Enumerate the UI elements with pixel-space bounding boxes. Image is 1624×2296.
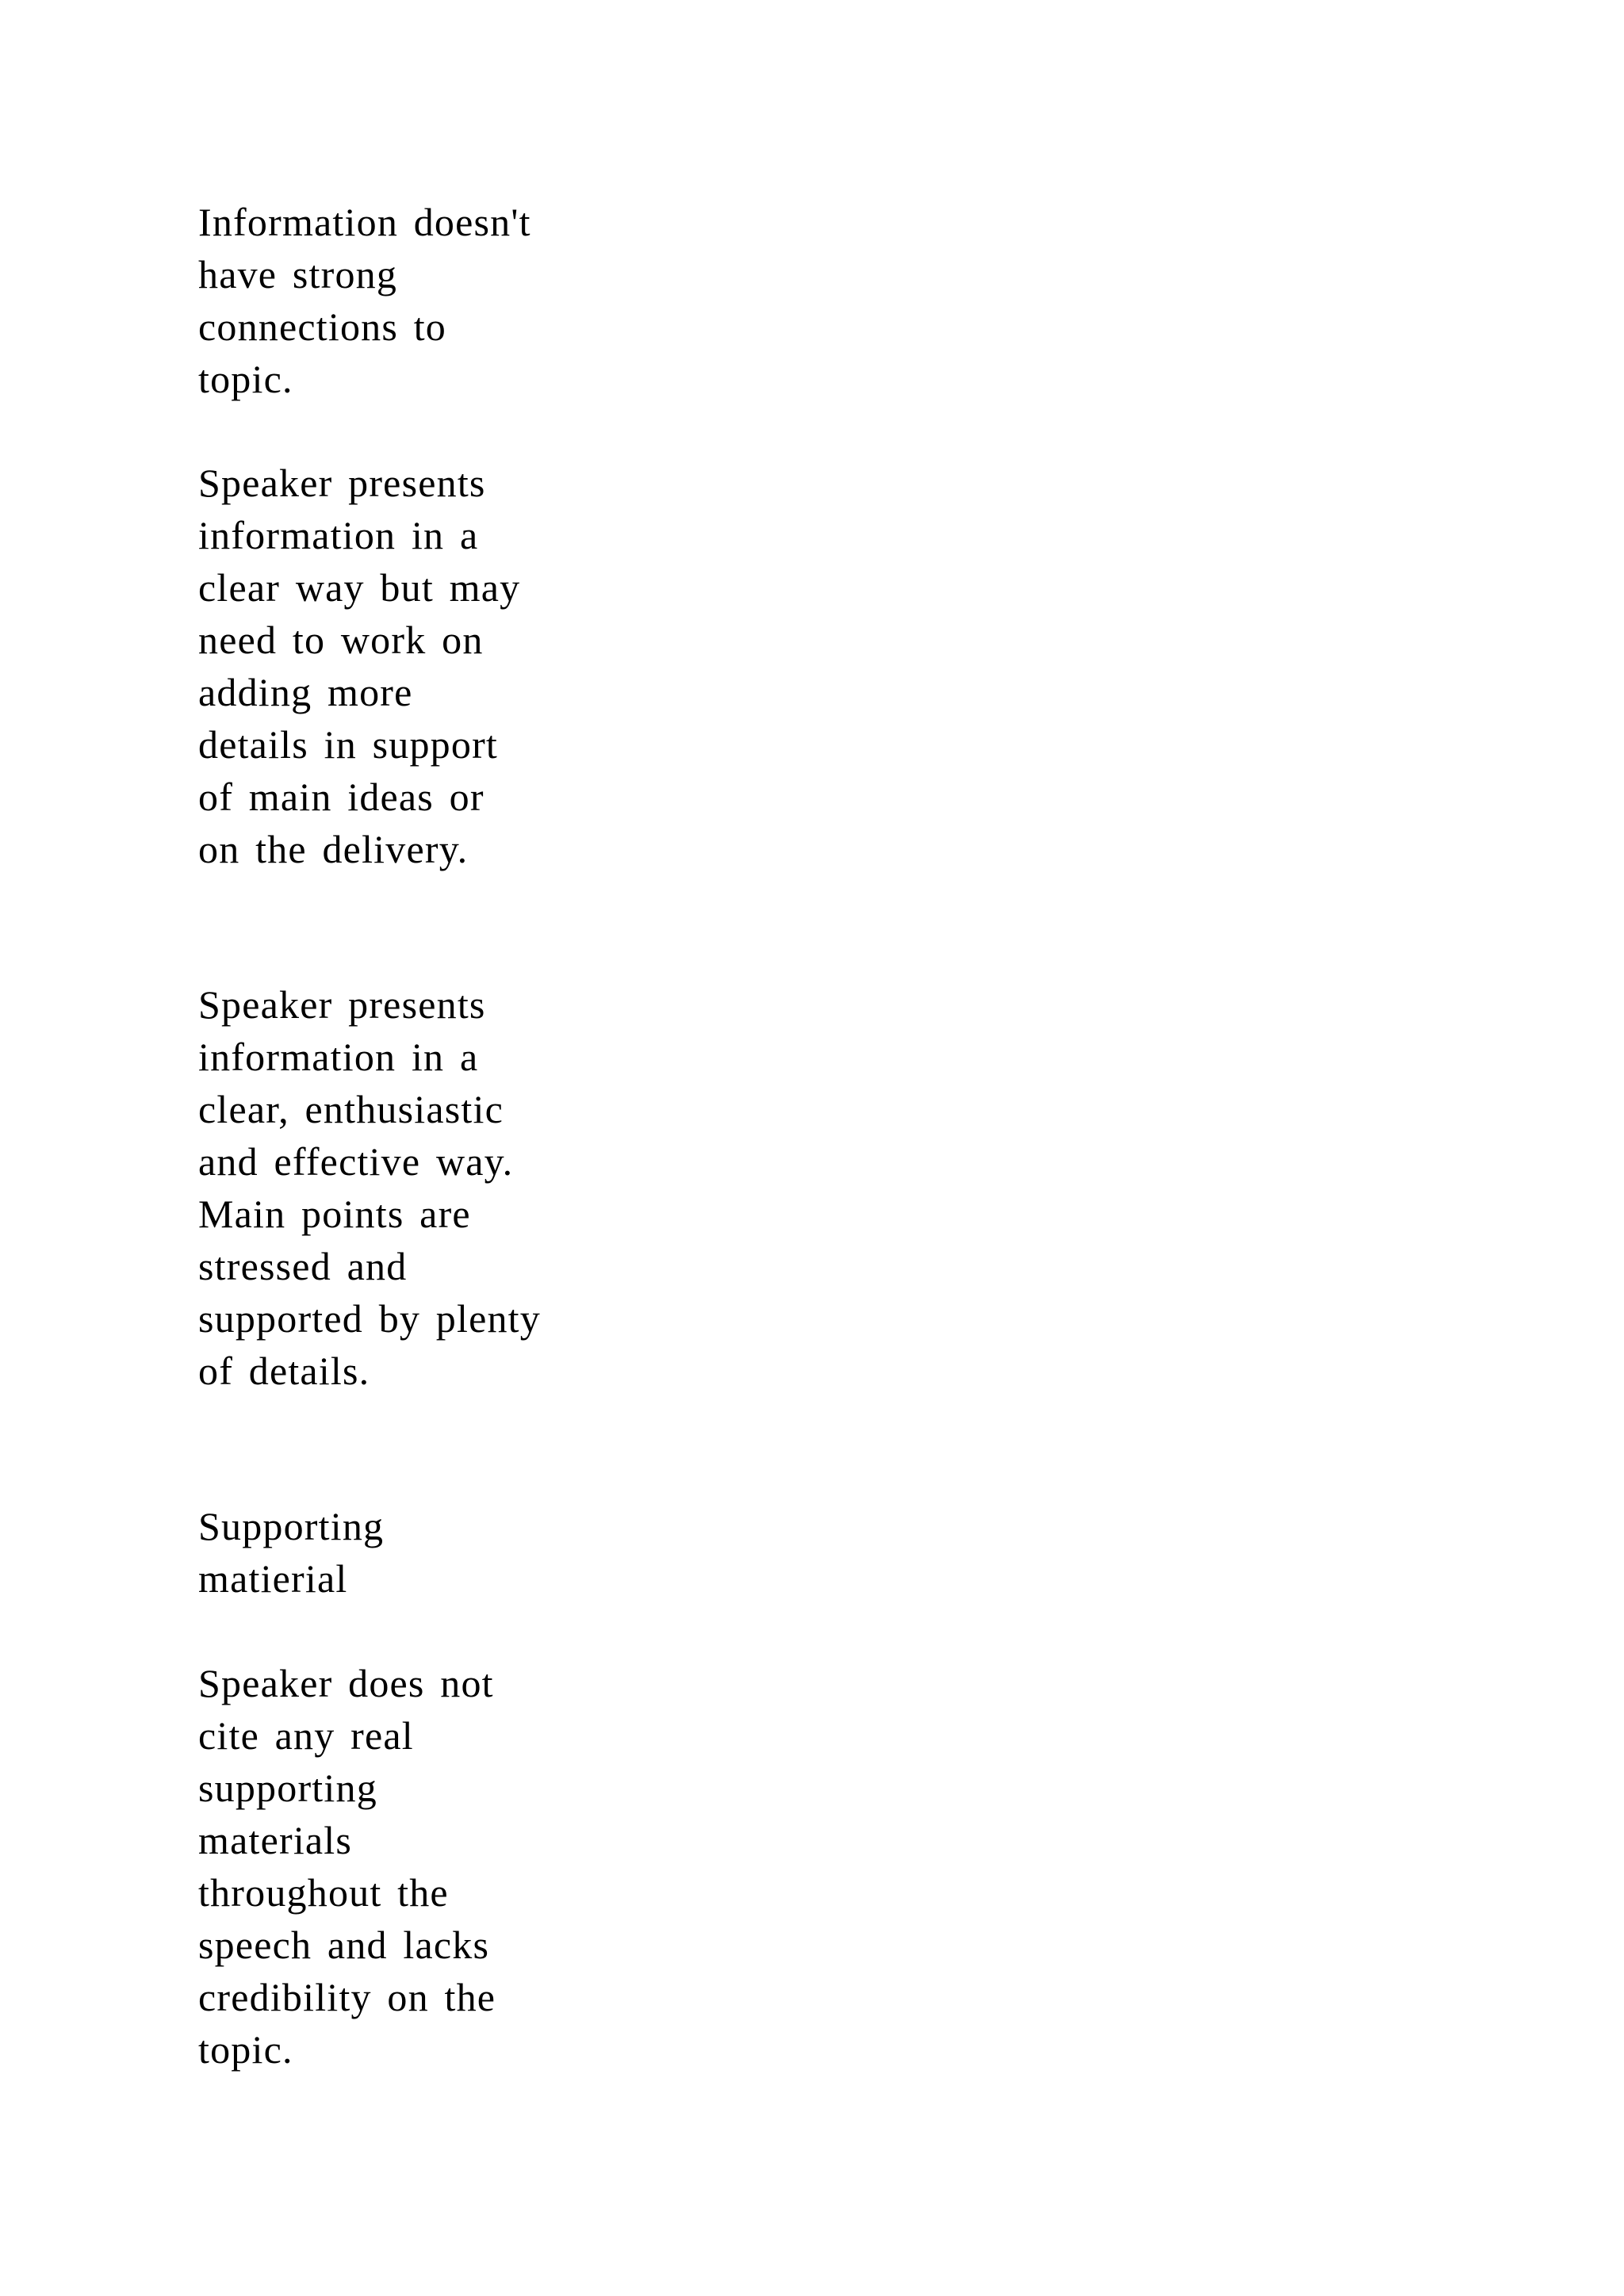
text-line: speech and lacks: [198, 1923, 490, 1967]
text-line: have strong: [198, 252, 398, 297]
text-line: topic.: [198, 357, 293, 401]
text-line: details in support: [198, 722, 499, 767]
text-line: need to work on: [198, 618, 484, 662]
text-line: clear way but may: [198, 565, 521, 610]
text-line: supported by plenty: [198, 1296, 541, 1341]
text-line: on the delivery.: [198, 827, 469, 871]
rubric-text-block-4: [198, 1657, 642, 2076]
text-line: credibility on the: [198, 1975, 496, 2019]
text-line: clear, enthusiastic: [198, 1087, 504, 1131]
text-line: stressed and: [198, 1244, 408, 1288]
text-line: information in a: [198, 513, 479, 557]
text-line: Speaker presents: [198, 461, 486, 505]
text-line: cite any real: [198, 1713, 414, 1758]
rubric-text-block-3: [198, 978, 642, 1397]
rubric-criterion-heading: [198, 1500, 642, 1605]
rubric-text-block-1: [198, 196, 642, 405]
text-line: topic.: [198, 2027, 293, 2072]
text-line: throughout the: [198, 1870, 449, 1915]
text-line: connections to: [198, 304, 447, 349]
text-line: of details.: [198, 1349, 370, 1393]
text-line: Speaker presents: [198, 982, 486, 1027]
text-line: adding more: [198, 670, 413, 714]
text-line: information in a: [198, 1035, 479, 1079]
text-line: of main ideas or: [198, 775, 485, 819]
text-line: Information doesn't: [198, 200, 531, 244]
text-line: materials: [198, 1818, 353, 1862]
text-line: Main points are: [198, 1192, 471, 1236]
text-line: Supporting: [198, 1504, 385, 1548]
text-line: Speaker does not: [198, 1661, 494, 1705]
text-line: supporting: [198, 1766, 377, 1810]
text-line: and effective way.: [198, 1139, 514, 1184]
rubric-text-block-2: [198, 457, 642, 875]
text-line: matierial: [198, 1556, 348, 1601]
